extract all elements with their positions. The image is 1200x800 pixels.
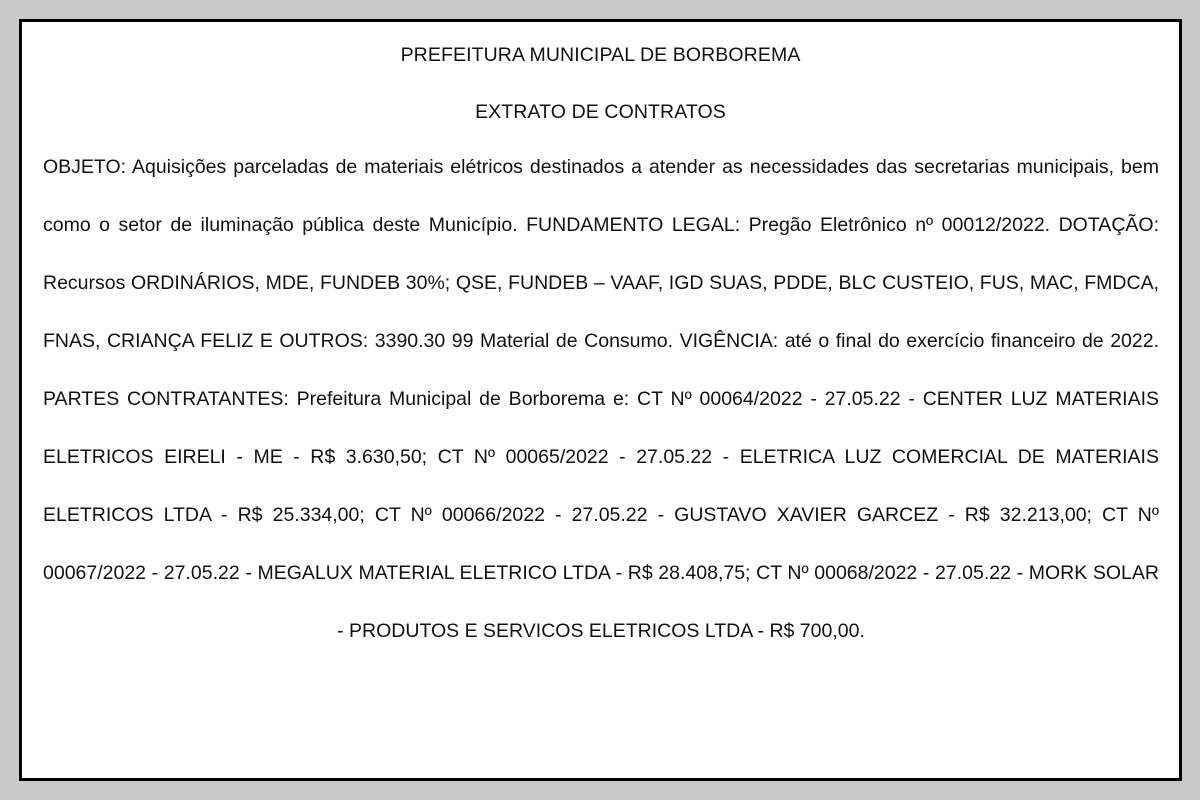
issuer-heading: PREFEITURA MUNICIPAL DE BORBOREMA [400,44,801,66]
notice-title: EXTRATO DE CONTRATOS [475,101,726,123]
notice-body-text: OBJETO: Aquisições parceladas de materiais elétricos destinados a atender as necessidades das secretarias municipais, bem como o setor de iluminação pública deste Município. FUNDAMENTO LEGAL: Pregão Eletrônico nº 00012/2022. DOTAÇÃO: Recursos ORDINÁRIOS, MDE, FUNDEB 30%; QSE, FUNDEB – VAAF, IGD SUAS, PDDE, BLC CUSTEIO, FUS, MAC, FMDCA, FNAS, CRIANÇA FELIZ E OUTROS: 3390.30 99 Material de Consumo. VIGÊNCIA: até o final do exercício financeiro de 2022. PARTES CONTRATANTES: Prefeitura Municipal de Borborema e: CT Nº 00064/2022 - 27.05.22 - CENTER LUZ MATERIAIS ELETRICOS EIRELI - ME - R$ 3.630,50; CT Nº 00065/2022 - 27.05.22 - ELETRICA LUZ COMERCIAL DE MATERIAIS ELETRICOS LTDA - R$ 25.334,00; CT Nº 00066/2022 - 27.05.22 - GUSTAVO XAVIER GARCEZ - R$ 32.213,00; CT Nº 00067/2022 - 27.05.22 - MEGALUX MATERIAL ELETRICO LTDA - R$ 28.408,75; CT Nº 00068/2022 - 27.05.22 - MORK SOLAR - PRODUTOS E SERVICOS ELETRICOS LTDA - R$ 700,00. [43,156,1159,642]
contract-notice-box [19,19,1182,781]
